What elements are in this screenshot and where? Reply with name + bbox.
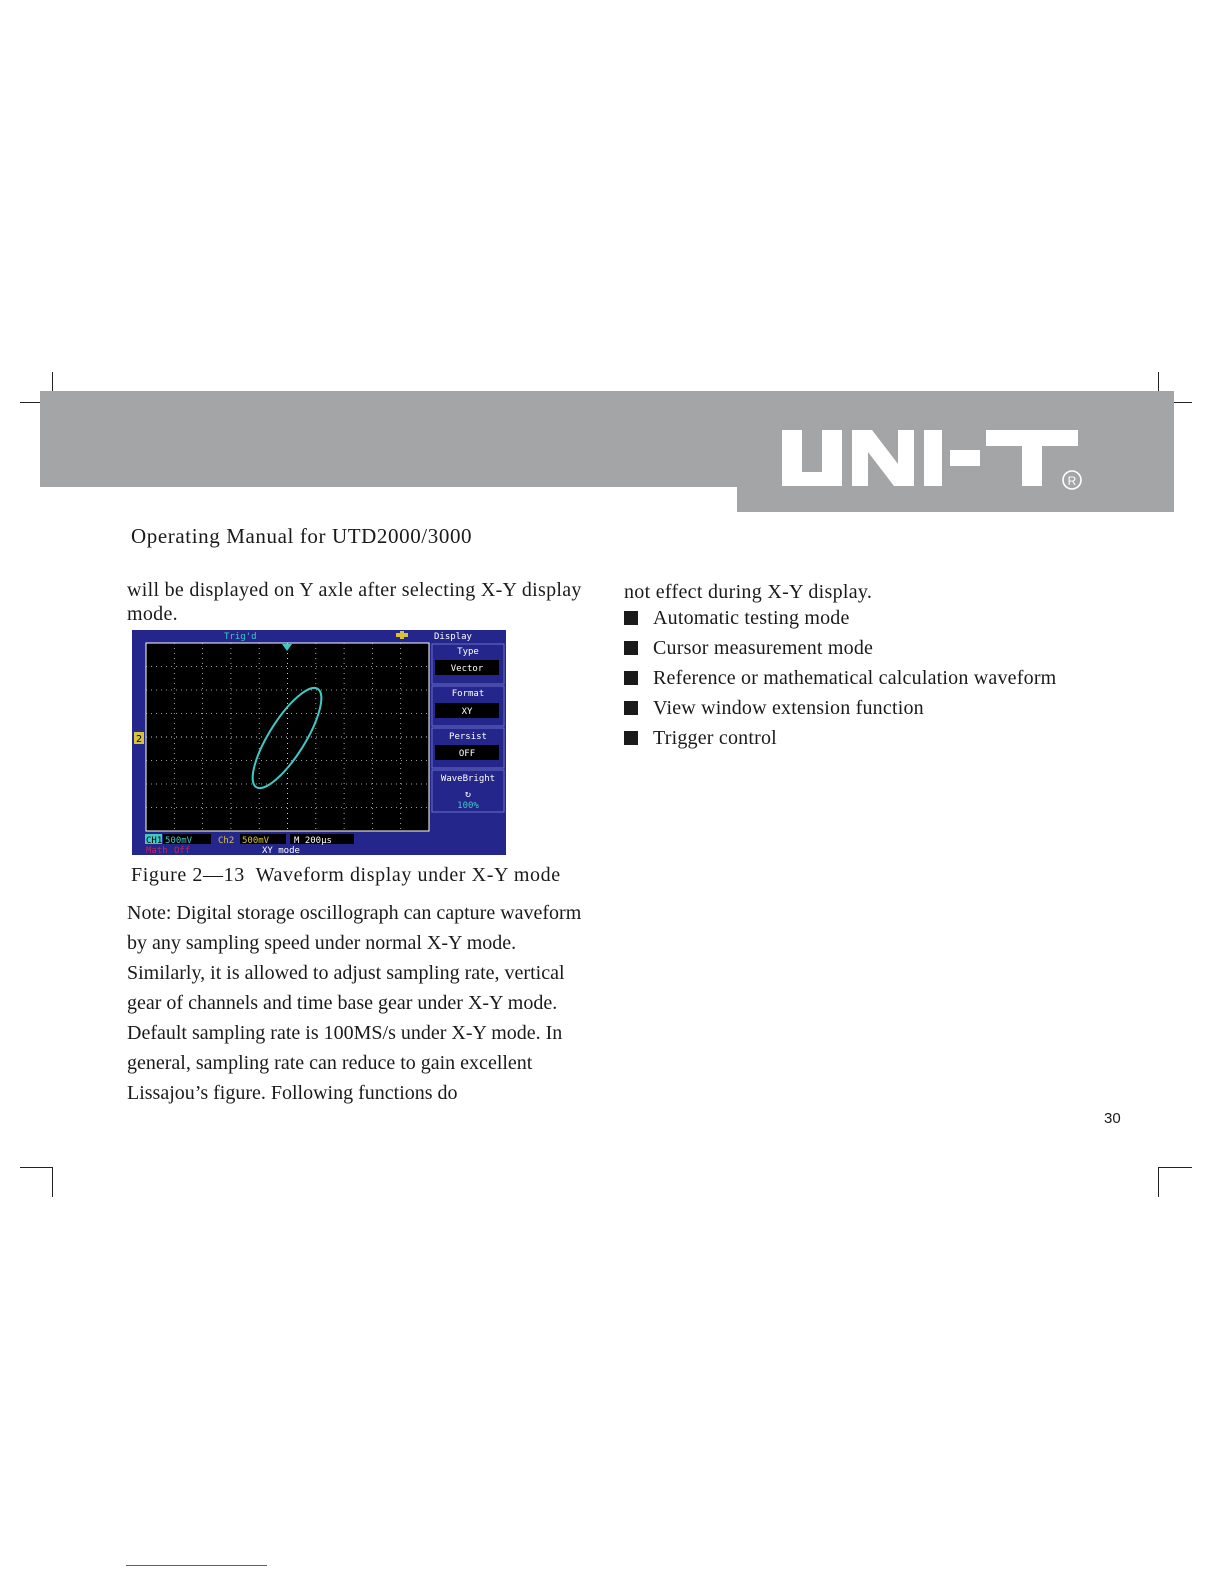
menu-format-label: Format [451,689,485,699]
list-item-text: Trigger control [653,727,777,749]
right-intro-text: not effect during X-Y display. [624,581,873,603]
menu-format[interactable] [432,686,504,726]
list-item [624,693,1056,723]
list-item [624,633,1056,663]
list-item-text: Reference or mathematical calculation waveform [653,667,1057,689]
menu-type[interactable] [432,644,504,684]
manual-title: Operating Manual for UTD2000/3000 [131,524,473,548]
crop-mark [20,1167,53,1168]
ch1-scale: 500mV [165,836,193,846]
menu-type-value: Vector [450,664,484,674]
figure-caption: Figure 2—13 Waveform display under X-Y mode [131,864,561,886]
registered-mark: R [1067,474,1077,488]
crop-mark [1158,1167,1192,1168]
bullet-square-icon [624,611,638,625]
menu-wavebright-value: 100% [457,801,479,811]
menu-persist-value: OFF [458,749,476,759]
ch2-label: Ch2 [218,836,235,846]
bullet-square-icon [624,671,638,685]
bullet-square-icon [624,731,638,745]
bullet-square-icon [624,641,638,655]
brand-name: UNI-T [780,428,783,429]
menu-wavebright-label: WaveBright [440,774,496,784]
page-number: 30 [1104,1110,1121,1127]
bullet-square-icon [624,701,638,715]
list-item [624,603,1056,633]
list-item-text: View window extension function [653,697,924,719]
list-item-text: Cursor measurement mode [653,637,874,659]
ch1-label: CH1 [146,836,163,846]
menu-type-label: Type [457,647,479,657]
crop-mark [20,402,40,403]
crop-mark [52,1167,53,1197]
menu-persist-label: Persist [449,732,487,742]
crop-mark [1158,1167,1159,1197]
menu-wavebright[interactable] [432,770,504,812]
menu-format-value: XY [461,707,473,717]
list-item [624,663,1056,693]
usb-icon [396,631,408,639]
crop-mark [1174,402,1192,403]
timebase: M 200µs [294,836,332,846]
knob-icon: ↻ [464,789,472,800]
footer-line [126,1565,267,1566]
math-label: Math [146,846,168,855]
trigger-status: Trig'd [224,632,257,642]
brand-logo [780,428,1090,494]
menu-title: Display [434,632,472,642]
mode-label: XY mode [262,846,300,855]
math-state: Off [174,846,191,855]
channel-marker-label: 2 [135,734,143,745]
disabled-functions-list [624,603,1056,753]
menu-persist[interactable] [432,728,504,768]
note-paragraph: Note: Digital storage oscillograph can capture waveform by any sampling speed under normal X-Y mode. Similarly, it is allowed to adjust sampling rate, vertical gear of channels and time base gear under X-Y mode. Default sampling rate is 100MS/s under X-Y mode. In general, sampling rate can reduce to gain excellent Lissajou’s figure. Following functions do [127,902,582,1104]
list-item-text: Automatic testing mode [653,607,850,629]
list-item [624,723,1056,753]
ch2-scale: 500mV [242,836,270,846]
oscilloscope-screen [132,630,506,855]
left-intro-text: will be displayed on Y axle after selecting X-Y display mode. [127,579,582,625]
